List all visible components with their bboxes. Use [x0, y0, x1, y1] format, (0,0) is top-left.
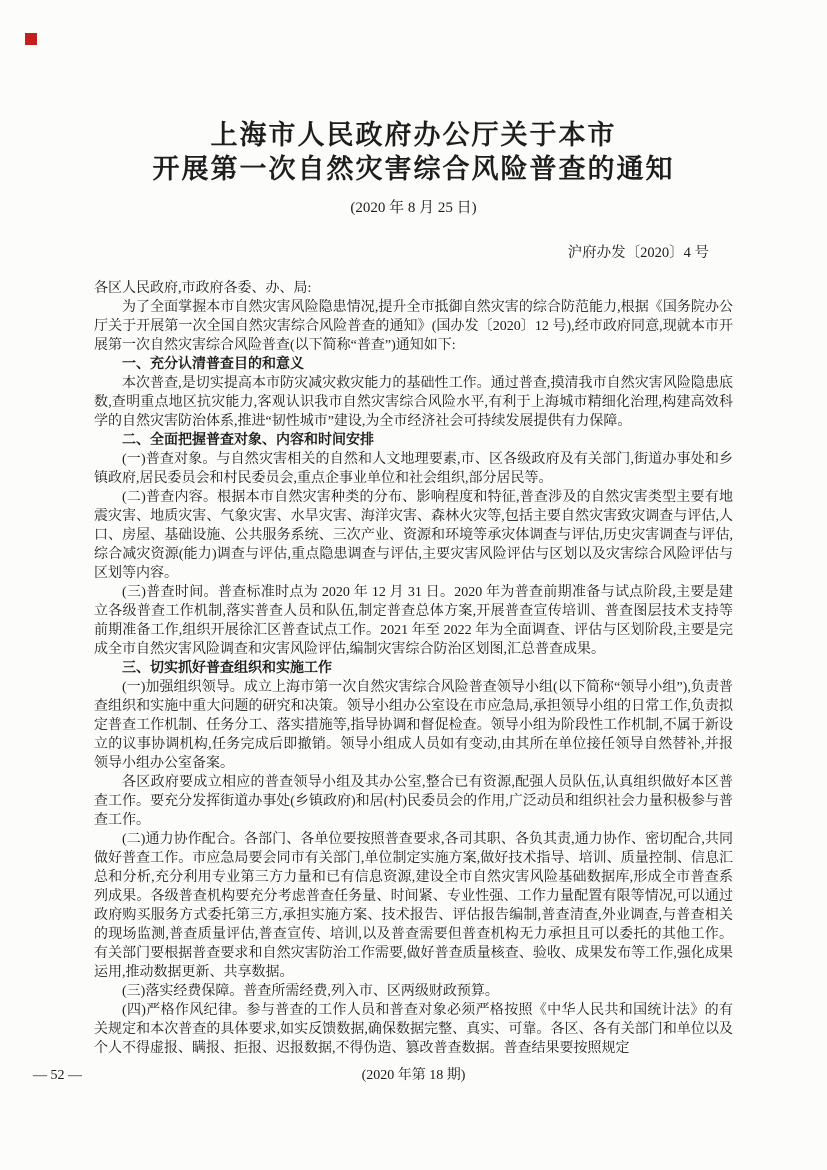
body-paragraph: (四)严格作风纪律。参与普查的工作人员和普查对象必须严格按照《中华人民共和国统计法》的有关规定和本次普查的具体要求,如实反馈数据,确保数据完整、真实、可靠。各区、各有关部门和单位以及个人不得虚报、瞒报、拒报、迟报数据,不得伪造、篡改普查数据。普查结果要按照规定	[94, 1003, 733, 1056]
page-number: — 52 —	[33, 1068, 82, 1083]
section-heading: 三、切实抓好普查组织和实施工作	[122, 661, 332, 676]
issue-label: (2020 年第 18 期)	[361, 1068, 466, 1083]
document-number: 沪府办发〔2020〕4 号	[567, 245, 709, 261]
body-paragraph: (一)加强组织领导。成立上海市第一次自然灾害综合风险普查领导小组(以下简称“领导小组”),负责普查组织和实施中重大问题的研究和决策。领导小组办公室设在市应急局,承担领导小组的日常工作,负责拟定普查工作机制、任务分工、落实措施等,指导协调和督促检查。领导小组为阶段性工作机制,不属于新设立的议事协调机构,任务完成后即撤销。领导小组成人员如有变动,由其所在单位接任领导自然替补,并报领导小组办公室备案。	[94, 680, 733, 771]
body-paragraph: (二)普查内容。根据本市自然灾害种类的分布、影响程度和特征,普查涉及的自然灾害类型主要有地震灾害、地质灾害、气象灾害、水旱灾害、海洋灾害、森林火灾等,包括主要自然灾害致灾调查与评估,人口、房屋、基础设施、公共服务系统、三次产业、资源和环境等承灾体调查与评估,历史灾害调查与评估,综合减灾资源(能力)调查与评估,重点隐患调查与评估,主要灾害风险评估与区划以及灾害综合风险评估与区划等内容。	[94, 490, 733, 581]
body-paragraph: 各区政府要成立相应的普查领导小组及其办公室,整合已有资源,配强人员队伍,认真组织做好本区普查工作。要充分发挥街道办事处(乡镇政府)和居(村)民委员会的作用,广泛动员和组织社会力量积极参与普查工作。	[94, 775, 733, 828]
page-footer	[0, 1066, 827, 1086]
salutation: 各区人民政府,市政府各委、办、局:	[94, 281, 312, 296]
document-title	[94, 118, 733, 186]
title-line-1: 上海市人民政府办公厅关于本市	[210, 120, 617, 150]
body-paragraph: (二)通力协作配合。各部门、各单位要按照普查要求,各司其职、各负其责,通力协作、密切配合,共同做好普查工作。市应急局要会同市有关部门,单位制定实施方案,做好技术指导、培训、质量控制、信息汇总和分析,充分利用专业第三方力量和已有信息资源,建设全市自然灾害风险基础数据库,形成全市普查系列成果。各级普查机构要充分考虑普查任务量、时间紧、专业性强、工作力量配置有限等情况,可以通过政府购买服务方式委托第三方,承担实施方案、技术报告、评估报告编制,普查清查,外业调查,与普查相关的现场监测,普查质量评估,普查宣传、培训,以及普查需要但普查机构无力承担且可以委托的其他工作。有关部门要根据普查要求和自然灾害防治工作需要,做好普查质量核查、验收、成果发布等工作,强化成果运用,推动数据更新、共享数据。	[94, 832, 733, 980]
section-heading: 二、全面把握普查对象、内容和时间安排	[122, 433, 374, 448]
body-paragraph: (三)普查时间。普查标准时点为 2020 年 12 月 31 日。2020 年为普查前期准备与试点阶段,主要是建立各级普查工作机制,落实普查人员和队伍,制定普查总体方案,开展普查宣传培训、普查图层技术支持等前期准备工作,组织开展徐汇区普查试点工作。2021 年至 2022 年为全面调查、评估与区划阶段,主要是完成全市自然灾害风险调查和灾害风险评估,编制灾害综合防治区划图,汇总普查成果。	[94, 585, 733, 657]
body-paragraph: (三)落实经费保障。普查所需经费,列入市、区两级财政预算。	[122, 984, 499, 999]
section-heading: 一、充分认清普查目的和意义	[122, 357, 304, 372]
body-paragraph: 本次普查,是切实提高本市防灾减灾救灾能力的基础性工作。通过普查,摸清我市自然灾害风险隐患底数,查明重点地区抗灾能力,客观认识我市自然灾害综合风险水平,有利于上海城市精细化治理,构建高效科学的自然灾害防治体系,推进“韧性城市”建设,为全市经济社会可持续发展提供有力保障。	[94, 376, 733, 429]
body-paragraph: (一)普查对象。与自然灾害相关的自然和人文地理要素,市、区各级政府及有关部门,街道办事处和乡镇政府,居民委员会和村民委员会,重点企事业单位和社会组织,部分居民等。	[94, 452, 733, 486]
body-paragraph: 为了全面掌握本市自然灾害风险隐患情况,提升全市抵御自然灾害的综合防范能力,根据《国务院办公厅关于开展第一次全国自然灾害综合风险普查的通知》(国办发〔2020〕12 号),经市政府同意,现就本市开展第一次自然灾害综合风险普查(以下简称“普查”)通知如下:	[94, 300, 733, 353]
corner-mark	[25, 33, 37, 45]
document-body	[94, 298, 733, 1058]
document-date: (2020 年 8 月 25 日)	[350, 200, 477, 216]
title-line-2: 开展第一次自然灾害综合风险普查的通知	[152, 154, 675, 184]
